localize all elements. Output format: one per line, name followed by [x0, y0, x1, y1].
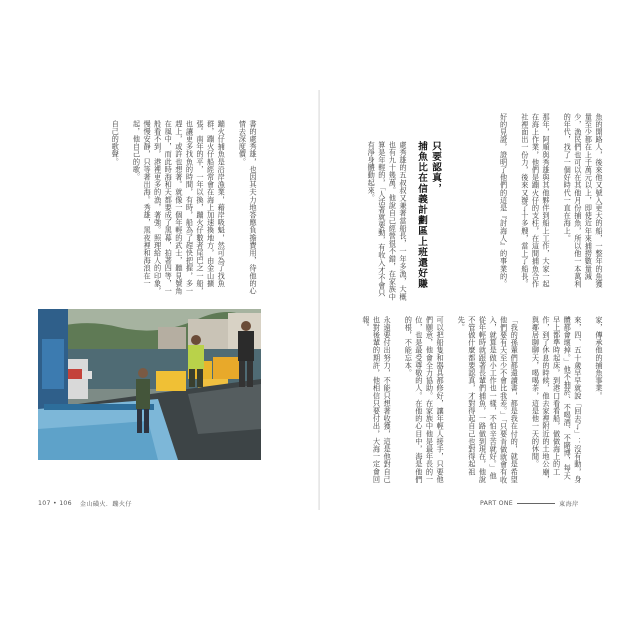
- page-numbers: 107 • 106: [38, 500, 72, 507]
- left-page-text: [58, 120, 258, 300]
- left-paragraph-3: 自己的歌聲。: [111, 120, 121, 166]
- page-gutter: [318, 90, 320, 510]
- right-footer: [480, 499, 578, 508]
- right-top-paragraph-1: 魚的開路人，後來他又號入更大的船，一整年的魚獲量至少都在上千萬元以上，即使近年來捕撈數量減少，漁民們也可以在其他月份捕魚，所以他一本萬利的年代，找了一個好時代一直在海上。: [563, 113, 604, 288]
- right-mid-paragraph-1: 處秀雄的五叔叔又兼著當船長，一年多漁，大概也有九十幾萬。他說自己經營很不錯，在家族中算是年輕的，「人活著就要動，有收入才不會只有淨身體動起來。: [367, 141, 408, 301]
- left-paragraph-2: 蹦火仔捕魚是沿岸漁業，藉岸吸魁，然可為了找魚群，蹦火仔船經常會在海上加速換地方，由金山擴張。南年的平，一年以換，蹦火仔數者尾巴之一船，也讓更多找魚的時間，有時，船為了趕快把握，多一趕上，或許也想著。就像一個年輕的武士，聽見號角在風中，而此時海和天都要成了黑幕，拍著四等，一般看不到，港裡更多的漁，著強。照理給人的印象，慢慢安靜，只等著出海。秀雄，黑夜裡和海浪在一起，他自己的歌。: [132, 120, 227, 295]
- heading-line-2: 捕魚比在信義計劃區上班還好賺: [416, 141, 427, 290]
- left-footer: [38, 499, 132, 508]
- harbor-fishermen-photo: [38, 309, 261, 460]
- right-bottom-paragraph-3: 「我的孫輩們都還讀書，都是我在付的，就是希望他們要有天至少不會比我差。」「只要肯做就會有收入，就算是做小工作也一樣，不怕辛苦就好。」他從年輕時就跟著長輩們捕魚，一路做到現在，他說不管做什麼都要認真，才對得起自己也對得起祖先。: [457, 316, 520, 484]
- right-bottom-paragraph-5: 永遠要付出努力，不能只想著收獲，這是他對自己也對後輩的期許，他相信只要付出，大海一定會回報。: [361, 316, 393, 484]
- part-label: PART ONE: [480, 500, 513, 507]
- left-paragraph-1: 書的處秀雄，也因其夫力地答應負擔費用，待他的心情去深度價。: [238, 120, 258, 295]
- right-bottom-paragraph-1: 家，傳承他的捕魚事業。: [595, 316, 604, 400]
- right-page-mid-text: [342, 141, 408, 301]
- footer-rule: [517, 503, 555, 504]
- right-top-paragraph-3: 好的見證，證明了他們的這是『討海人』的事業的。: [499, 113, 509, 288]
- section-label: 東海岸: [558, 501, 579, 508]
- heading-line-1: 只要認真，: [430, 141, 441, 194]
- right-bottom-paragraph-4: 可以把船隻和器具都修好，讓年輕人接手，只要他們願意，他會全力協助。在家族中他是最年長的一位，也是最受尊敬的人。在他的心目中，海是他們的根，不能忘本。: [404, 316, 446, 484]
- right-top-paragraph-2: 那年，阿順與秀雄與其他夥伴到船上工作，大家一起在海上作業，他們是蹦火仔的支柱，在這間捕魚合作社裡面出一份力，後來又辦了十多艘，當上了船長。: [520, 113, 552, 288]
- right-bottom-paragraph-2: 來，四、五十歲早早就說「回去了」：沒有動，身體都會壞掉。」他不抽菸、不喝酒、不賭博，每天早上都準時起床，到港口看看船，做做海上的工作，到了休息的時候，他去家裡附近的土地公廟，與鄰居聊聊天，喝喝茶，這是他一天的休閒。: [531, 316, 583, 484]
- section-heading: [412, 141, 442, 301]
- running-title: 金山磺火．蹦火仔: [79, 501, 132, 508]
- right-page-bottom-text: [342, 316, 604, 484]
